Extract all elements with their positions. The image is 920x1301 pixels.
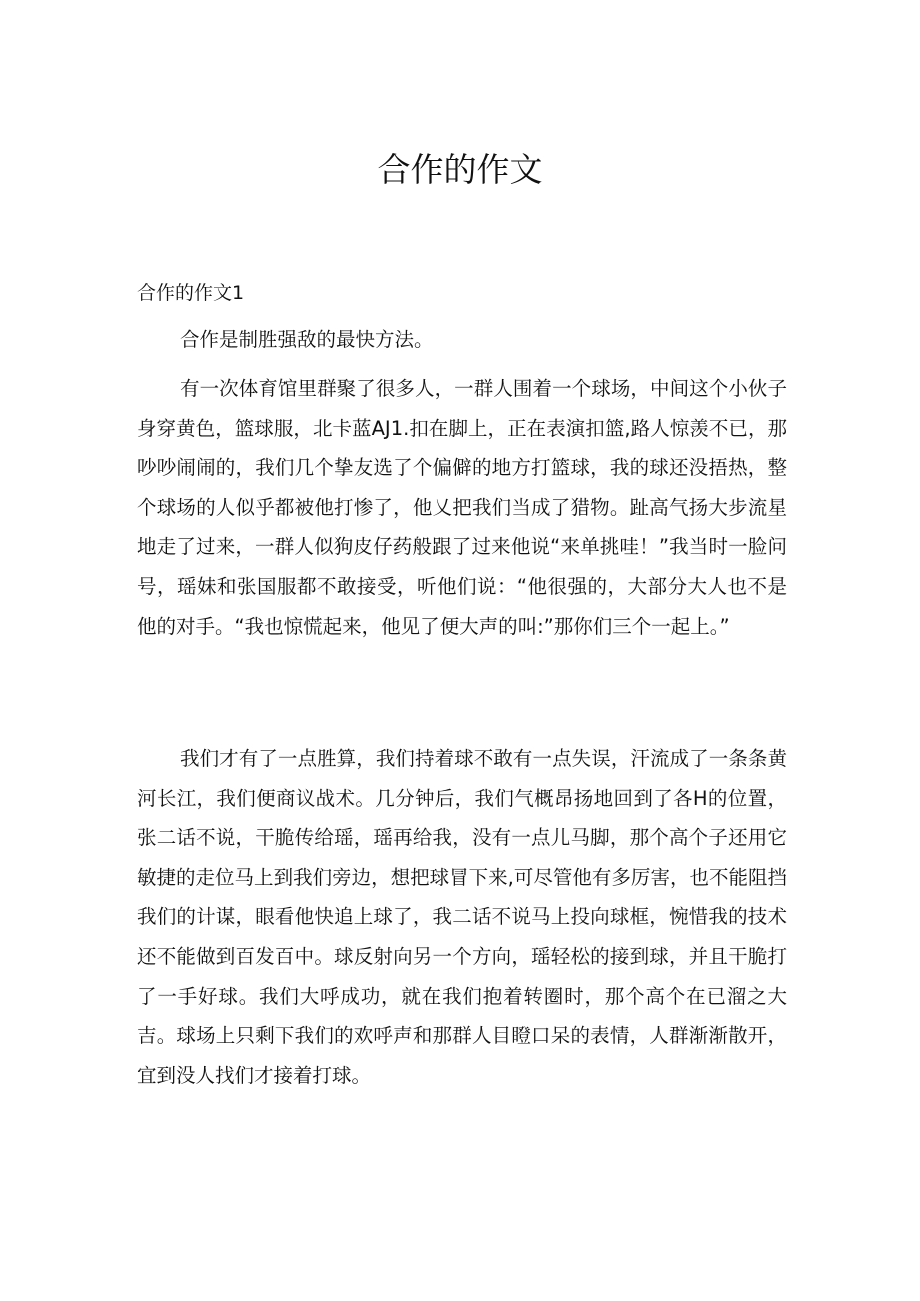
- paragraph-1: 合作是制胜强敌的最快方法。: [180, 328, 434, 351]
- document-title: 合作的作文: [377, 150, 543, 189]
- section-heading: 合作的作文1: [137, 282, 245, 304]
- paragraph-3: 我们才有了一点胜算，我们持着球不敢有一点失误，汗流成了一条条黄河长江，我们便商议战术。几分钟后，我们气概昂扬地回到了各H的位置，张二话不说，干脆传给瑶，瑶再给我，没有一点儿马脚，那个高个子还用它敏捷的走位马上到我们旁边，想把球冒下来,可尽管他有多厉害，也不能阻挡我们的计谋，眼看他快追上球了，我二话不说马上投向球框，惋惜我的技术还不能做到百发百中。球反射向另一个方向，瑶轻松的接到球，并且干脆打了一手好球。我们大呼成功，就在我们抱着转圈时，那个高个在已溜之大吉。球场上只剩下我们的欢呼声和那群人目瞪口呆的表情，人群渐渐散开，宜到没人找们才接着打球。: [137, 747, 787, 1087]
- paragraph-2: 有一次体育馆里群聚了很多人，一群人围着一个球场，中间这个小伙子身穿黄色，篮球服，北卡蓝AJ1.扣在脚上，正在表演扣篮,路人惊羡不已，那吵吵闹闹的，我们几个挚友选了个偏僻的地方打篮球，我的球还没捂热，整个球场的人似乎都被他打惨了，他乂把我们当成了猎物。趾高气扬大步流星地走了过来，一群人似狗皮仔药般跟了过来他说“来单挑哇！”我当时一脸问号，瑶妹和张国服都不敢接受，听他们说：“他很强的，大部分大人也不是他的对手。“我也惊慌起来，他见了便大声的叫:”那你们三个一起上。”: [137, 377, 787, 638]
